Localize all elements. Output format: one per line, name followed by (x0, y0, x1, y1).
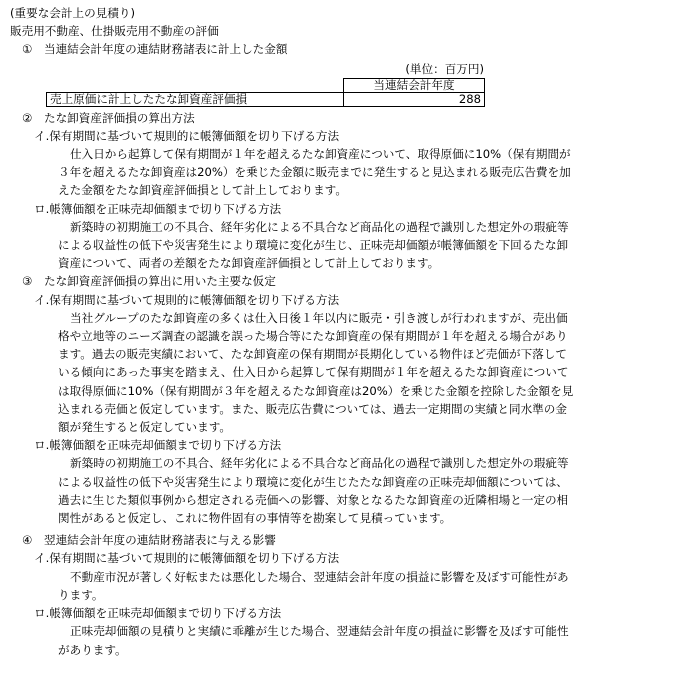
table-row (47, 92, 485, 106)
s4-title: ④ 翌連結会計年度の連結財務諸表に与える影響 (22, 533, 276, 548)
table-column-header: 当連結会計年度 (344, 78, 485, 92)
s4-a-title: イ.保有期間に基づいて規則的に帳簿価額を切り下げる方法 (34, 551, 340, 566)
s3-a-title: イ.保有期間に基づいて規則的に帳簿価額を切り下げる方法 (34, 292, 340, 307)
s3-b-line: による収益性の低下や災害発生により環境に変化が生じたたな卸資産の正味売却価額については、 (58, 474, 568, 489)
table-row-value: 288 (344, 92, 485, 106)
table-row-label: 売上原価に計上したたな卸資産評価損 (47, 92, 344, 106)
s4-a-line: ります。 (58, 587, 104, 602)
s2-a-line: 仕入日から起算して保有期間が１年を超えるたな卸資産について、取得原価に10%（保有期間が (70, 147, 571, 162)
s2-title: ② たな卸資産評価損の算出方法 (22, 110, 195, 125)
s3-a-line: 額が発生すると仮定しています。 (58, 420, 231, 435)
s4-b-line: 正味売却価額の見積りと実績に乖離が生じた場合、翌連結会計年度の損益に影響を及ぼす可能性 (70, 624, 569, 639)
s3-a-line: 格や立地等のニーズ調査の認識を誤った場合等にたな卸資産の保有期間が１年を超える場合があり (58, 329, 568, 344)
unit-label: (単位：百万円) (405, 61, 484, 76)
s3-a-line: 当社グループのたな卸資産の多くは仕入日後１年以内に販売・引き渡しが行われますが、売出価 (70, 310, 568, 325)
s3-b-line: 関性があると仮定し、これに物件固有の事情等を勘案して見積っています。 (58, 511, 452, 526)
s3-a-line: は取得原価に10%（保有期間が３年を超えるたな卸資産は20%）を乗じた金額を控除した金額を見 (58, 383, 574, 398)
s3-title: ③ たな卸資産評価損の算出に用いた主要な仮定 (22, 274, 276, 289)
table-header-blank (47, 78, 344, 92)
s3-b-line: 新築時の初期施工の不具合、経年劣化による不具合など商品化の過程で識別した想定外の瑕疵等 (70, 456, 569, 471)
s4-a-line: 不動産市況が著しく好転または悪化した場合、翌連結会計年度の損益に影響を及ぼす可能性があ (70, 569, 569, 584)
s3-a-line: 込まれる売価と仮定しています。また、販売広告費については、過去一定期間の実績と同水準の金 (58, 401, 567, 416)
s2-b-line: 新築時の初期施工の不具合、経年劣化による不具合など商品化の過程で識別した想定外の瑕疵等 (70, 219, 569, 234)
s3-b-line: 過去に生じた類似事例から想定される売価への影響、対象となるたな卸資産の近隣相場と一定の相 (58, 492, 569, 507)
s2-a-line: ３年を超えるたな卸資産は20%）を乗じた金額に販売までに発生すると見込まれる販売広告費を加 (58, 165, 571, 180)
s3-b-title: ロ.帳簿価額を正味売却価額まで切り下げる方法 (34, 438, 282, 453)
s3-a-line: いる傾向にあった事実を踏まえ、仕入日から起算して保有期間が１年を超えるたな卸資産について (58, 365, 569, 380)
s2-b-line: による収益性の低下や災害発生により環境に変化が生じ、正味売却価額が帳簿価額を下回るたな卸 (58, 238, 569, 253)
s2-b-title: ロ.帳簿価額を正味売却価額まで切り下げる方法 (34, 201, 282, 216)
subject-title: 販売用不動産、仕掛販売用不動産の評価 (10, 24, 219, 39)
s2-a-title: イ.保有期間に基づいて規則的に帳簿価額を切り下げる方法 (34, 128, 340, 143)
s4-b-title: ロ.帳簿価額を正味売却価額まで切り下げる方法 (34, 606, 282, 621)
s1-title: ① 当連結会計年度の連結財務諸表に計上した金額 (22, 42, 288, 57)
s3-a-line: ます。過去の販売実績において、たな卸資産の保有期間が長期化している物件ほど売価が下落して (58, 347, 567, 362)
s2-a-line: えた金額をたな卸資産評価損として計上しております。 (58, 183, 347, 198)
table-header-row (47, 78, 485, 92)
s4-b-line: があります。 (58, 642, 127, 657)
s2-b-line: 資産について、両者の差額をたな卸資産評価損として計上しております。 (58, 256, 440, 271)
section-heading: (重要な会計上の見積り) (10, 6, 135, 20)
amount-table (46, 78, 485, 107)
